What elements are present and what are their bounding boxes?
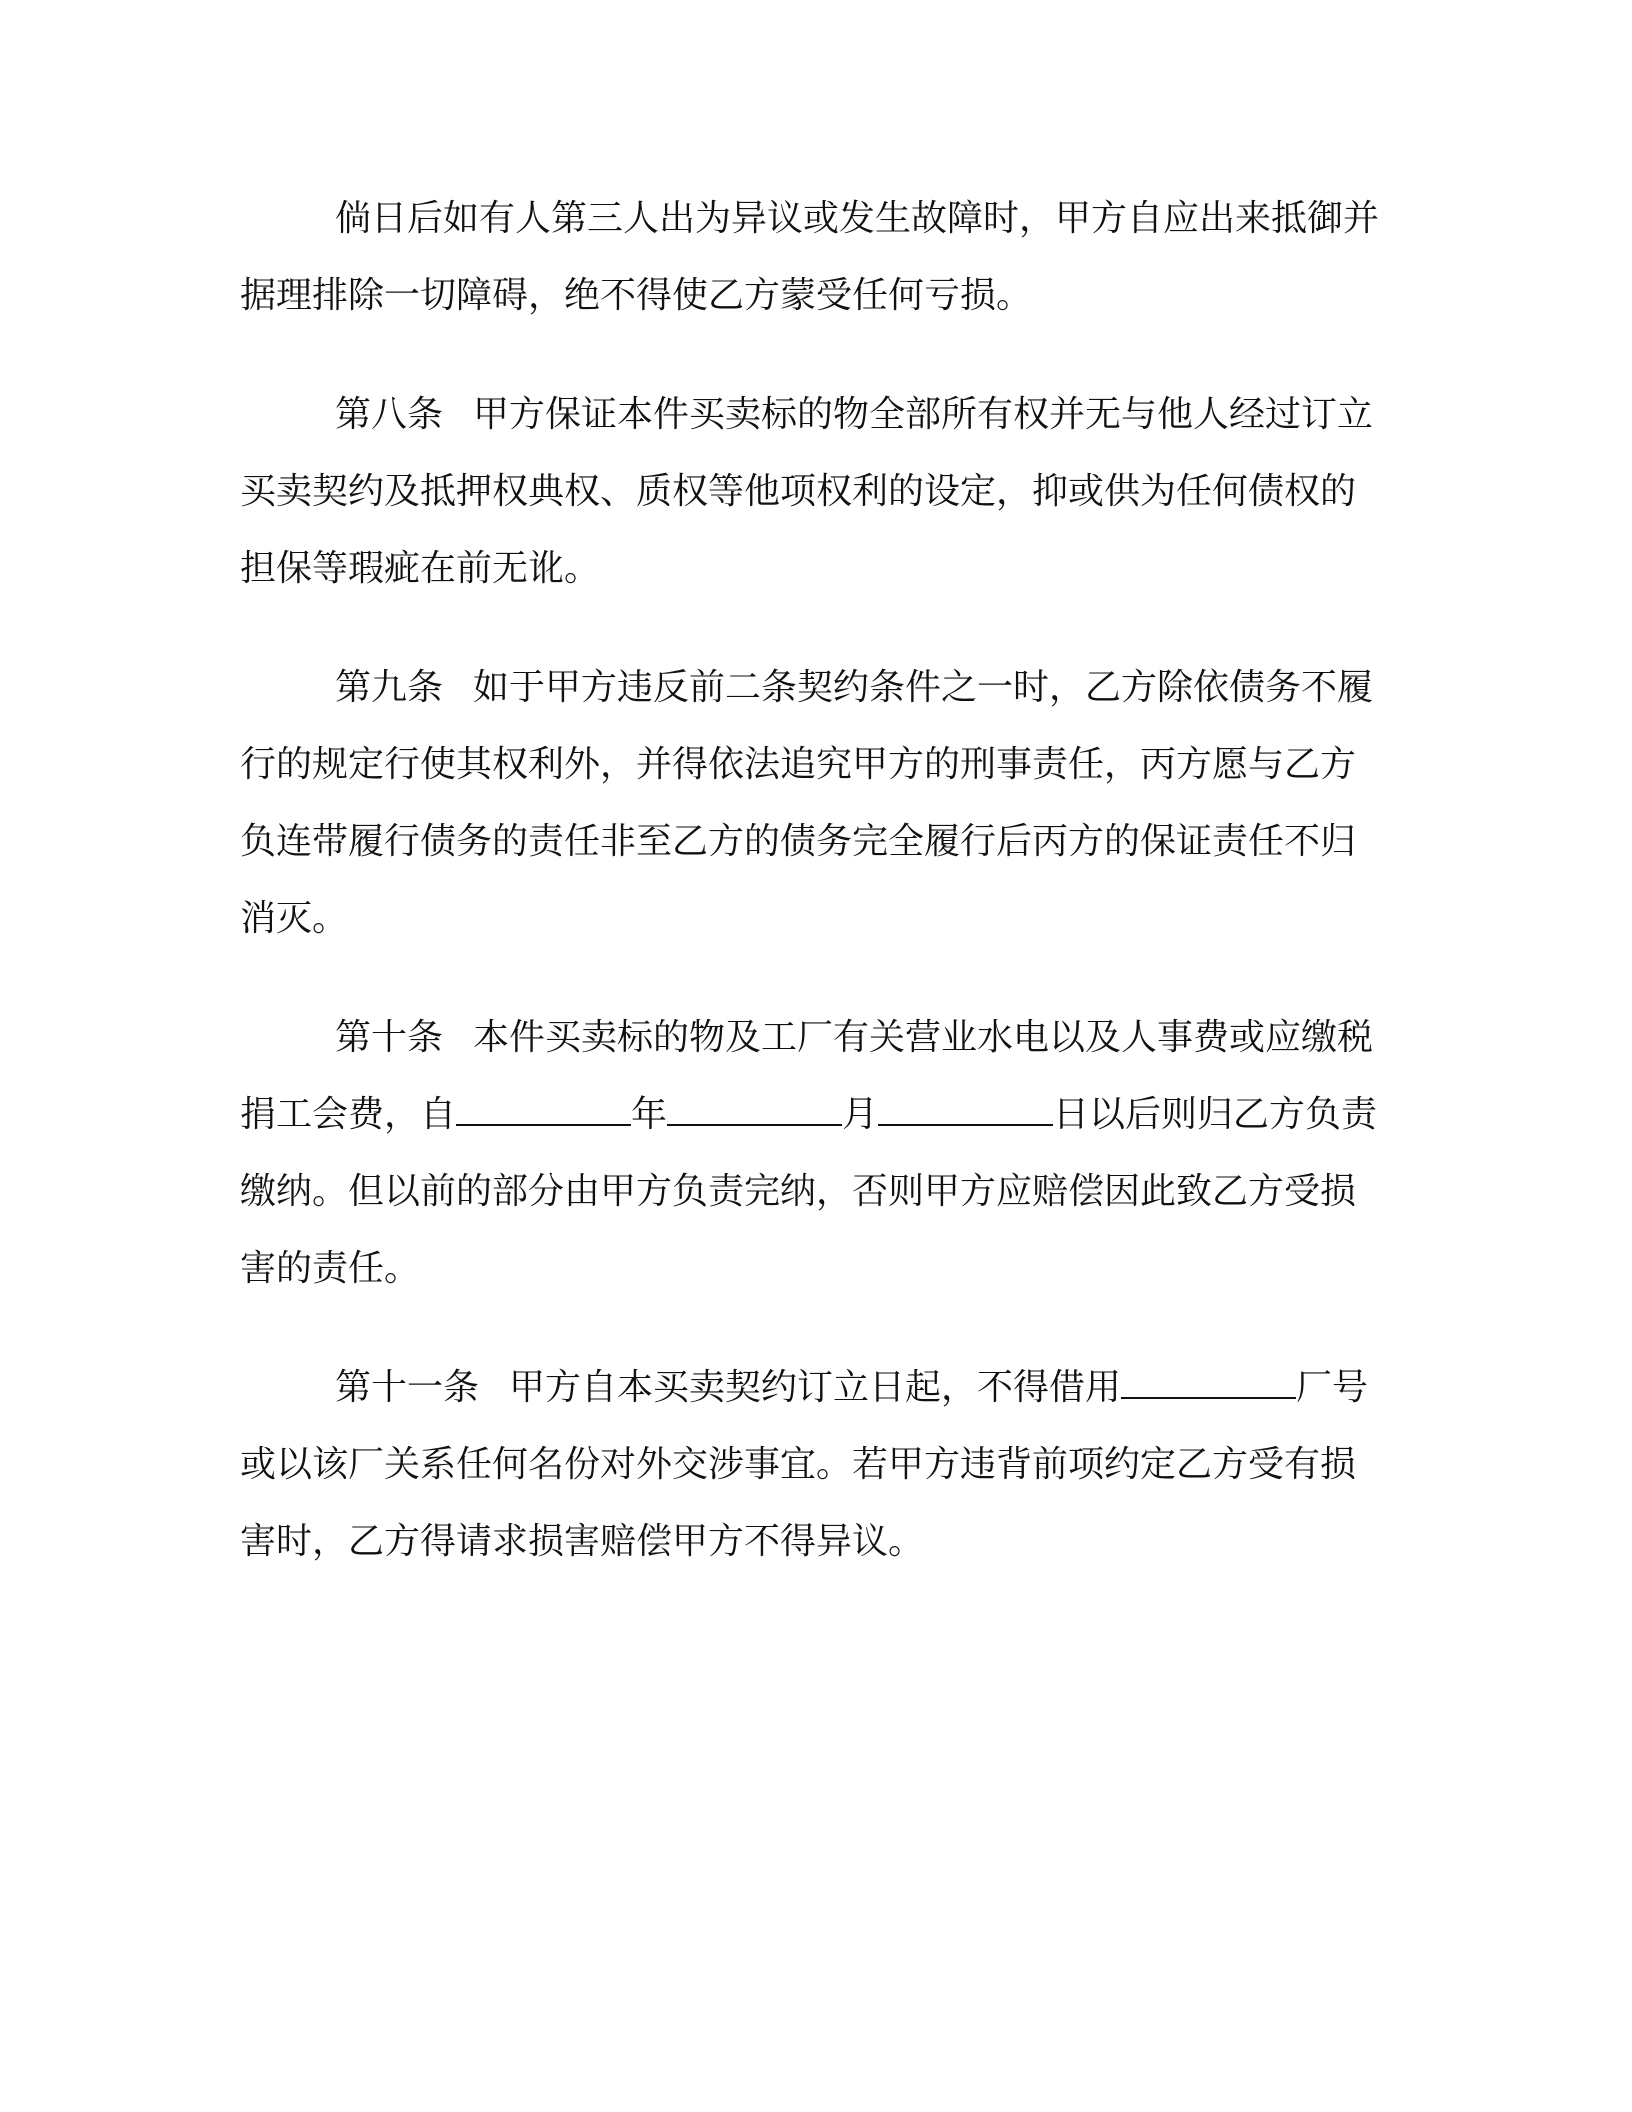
paragraph-continuation: [240, 180, 1380, 334]
article-text-part: 日以后则归乙方负责缴纳。但以前的部分由甲方负责完纳，否则甲方应赔偿因此致乙方受损害的责任。: [240, 1094, 1378, 1289]
article-11: [240, 1349, 1380, 1580]
month-blank: [667, 1094, 842, 1126]
article-text: 甲方保证本件买卖标的物全部所有权并无与他人经过订立买卖契约及抵押权典权、质权等他项权利的设定，抑或供为任何债权的担保等瑕疵在前无讹。: [240, 394, 1374, 589]
factory-name-blank: [1121, 1367, 1296, 1399]
article-text-part: 厂号或以该厂关系任何名份对外交涉事宜。若甲方违背前项约定乙方受有损害时，乙方得请求损害赔偿甲方不得异议。: [240, 1367, 1369, 1562]
document-body: [240, 180, 1380, 1622]
article-text-part: 月: [842, 1094, 879, 1135]
article-10: [240, 999, 1380, 1307]
article-heading: 第十一条: [335, 1367, 480, 1408]
paragraph-text: 倘日后如有人第三人出为异议或发生故障时，甲方自应出来抵御并据理排除一切障碍，绝不得使乙方蒙受任何亏损。: [240, 198, 1380, 316]
article-heading: 第九条: [335, 667, 444, 708]
article-9: [240, 649, 1380, 957]
article-text-part: 本件买卖标的物及工厂有关营业水电以及人事费或应缴税捐工会费，自: [240, 1017, 1374, 1135]
article-text: 如于甲方违反前二条契约条件之一时，乙方除依债务不履行的规定行使其权利外，并得依法追究甲方的刑事责任，丙方愿与乙方负连带履行债务的责任非至乙方的债务完全履行后丙方的保证责任不归消灭。: [240, 667, 1374, 939]
day-blank: [878, 1094, 1053, 1126]
article-8: [240, 376, 1380, 607]
year-blank: [456, 1094, 631, 1126]
article-text-part: 甲方自本买卖契约订立日起，不得借用: [509, 1367, 1122, 1408]
article-heading: 第八条: [335, 394, 444, 435]
article-text-part: 年: [631, 1094, 668, 1135]
article-heading: 第十条: [335, 1017, 444, 1058]
